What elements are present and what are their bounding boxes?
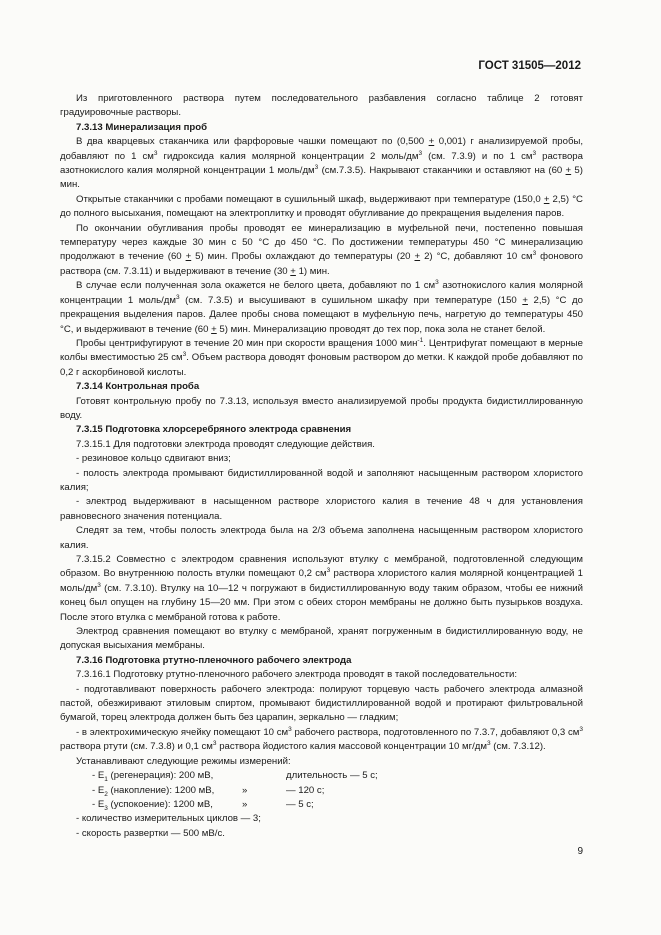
- list-item: - количество измерительных циклов — 3;: [76, 813, 261, 825]
- measurement-mode: - $Е_2$ (накопление): 1200 мВ, » — 120 с;: [92, 784, 325, 798]
- measurement-mode: - $Е_1$ (регенерация): 200 мВ, длительность — 5 с;: [92, 770, 378, 783]
- paragraph: Готовят контрольную пробу по 7.3.13, используя вместо анализируемой пробы продукта бидистиллированную воду.: [60, 395, 583, 421]
- paragraph: Открытые стаканчики с пробами помещают в сушильный шкаф, выдерживают при температуре (150,0 + 2,5) °С до полного высыхания, помещают на электроплитку и проводят обугливание до прекращения выделения паров.: [60, 193, 583, 220]
- section-heading: 7.3.13 Минерализация проб: [76, 121, 208, 133]
- paragraph: - электрод выдерживают в насыщенном растворе хлористого калия в течение 48 ч для установления равновесного значения потенциала.: [60, 496, 583, 522]
- paragraph: - резиновое кольцо сдвигают вниз;: [76, 453, 231, 465]
- paragraph: В два кварцевых стаканчика или фарфоровые чашки помещают по (0,500 + 0,001) г анализируемой пробы, добавляют по 1 $см^3$ гидроксида калия молярной концентрации 2 моль/$дм^3$ (см. 7.3.9) и по 1 $см^3$ раствора азотнокислого калия молярной концентрации 1 моль/$дм^3$ (см.7.3.5). Накрывают стаканчики и оставляют на (60 + 5) мин.: [60, 136, 584, 191]
- section-heading: 7.3.15 Подготовка хлорсеребряного электрода сравнения: [76, 424, 352, 436]
- document-body: [60, 92, 583, 841]
- list-item: - скорость развертки — 500 мВ/с.: [76, 827, 225, 839]
- section-heading: 7.3.14 Контрольная проба: [76, 381, 200, 393]
- paragraph: По окончании обугливания пробы проводят ее минерализацию в муфельной печи, постепенно повышая температуру через каждые 30 мин с 50 °С до 450 °С. По достижении температуры 450 °С минерализацию продолжают в течение (60 + 5) мин. Пробы охлаждают до температуры (20 + 2) °С, добавляют 10 $см^3$ фонового раствора (см. 7.3.11) и выдерживают в течение (30 + 1) мин.: [60, 222, 583, 277]
- paragraph: 7.3.16.1 Подготовку ртутно-пленочного рабочего электрода проводят в такой последовательности:: [76, 669, 517, 681]
- paragraph: - в электрохимическую ячейку помещают 10 $см^3$ рабочего раствора, подготовленного по 7.3.7, добавляют 0,3 $см^3$ раствора ртути (см. 7.3.8) и 0,1 $см^3$ раствора йодистого калия массовой концентрации 10 $мг/дм^3$ (см. 7.3.12).: [60, 725, 583, 753]
- paragraph: - полость электрода промывают бидистиллированной водой и заполняют насыщенным раствором хлористого калия;: [60, 467, 583, 493]
- paragraph: Устанавливают следующие режимы измерений:: [76, 755, 291, 767]
- paragraph: 7.3.15.2 Совместно с электродом сравнения используют втулку с мембраной, подготовленной следующим образом. Во внутреннюю полость втулки помещают 0,2 $см^3$ раствора хлористого калия молярной концентрацией 1 моль/$дм^3$ (см. 7.3.10). Втулку на 10—12 ч погружают в бидистиллированную воду таким образом, чтобы ее нижний конец был опущен на глубину 15—20 мм. При этом с обеих сторон мембраны не должно быть пузырьков воздуха. После этого втулка с мембраной готова к работе.: [60, 554, 583, 623]
- paragraph: 7.3.15.1 Для подготовки электрода проводят следующие действия.: [76, 438, 375, 450]
- paragraph: Пробы центрифугируют в течение 20 мин при скорости вращения 1000 мин$^{-1}$. Центрифугат помещают в мерные колбы вместимостью 25 $см^3$. Объем раствора доводят фоновым раствором до метки. К каждой пробе добавляют по 0,2 г аскорбиновой кислоты.: [60, 336, 584, 378]
- paragraph: - подготавливают поверхность рабочего электрода: полируют торцевую часть рабочего электрода алмазной пастой, обезжиривают этиловым спиртом, промывают бидистиллированной водой и протирают фильтровальной бумагой, торец электрода должен быть без царапин, зеркально — гладким;: [60, 683, 583, 724]
- measurement-mode: - $Е_3$ (успокоение): 1200 мВ, » — 5 с;: [92, 798, 314, 812]
- section-heading: 7.3.16 Подготовка ртутно-пленочного рабочего электрода: [76, 654, 352, 666]
- paragraph: Следят за тем, чтобы полость электрода была на 2/3 объема заполнена насыщенным раствором хлористого калия.: [60, 525, 583, 551]
- paragraph: Электрод сравнения помещают во втулку с мембраной, хранят погруженным в бидистиллированную воду, не допуская высыхания мембраны.: [60, 626, 583, 652]
- paragraph: В случае если полученная зола окажется не белого цвета, добавляют по 1 $см^3$ азотнокислого калия молярной концентрации 1 моль/$дм^3$ (см. 7.3.5) и высушивают в сушильном шкафу при температуре (150 + 2,5) °С до прекращения выделения паров. Далее пробы снова помещают в муфельную печь, нагретую до температуры 450 °С, и выдерживают в течение (60 + 5) мин. Минерализацию проводят до тех пор, пока зола не станет белой.: [60, 279, 583, 335]
- paragraph: Из приготовленного раствора путем последовательного разбавления согласно таблице 2 готовят градуировочные растворы.: [60, 93, 583, 119]
- document-header: ГОСТ 31505—2012: [478, 60, 581, 72]
- page-number: 9: [577, 846, 583, 857]
